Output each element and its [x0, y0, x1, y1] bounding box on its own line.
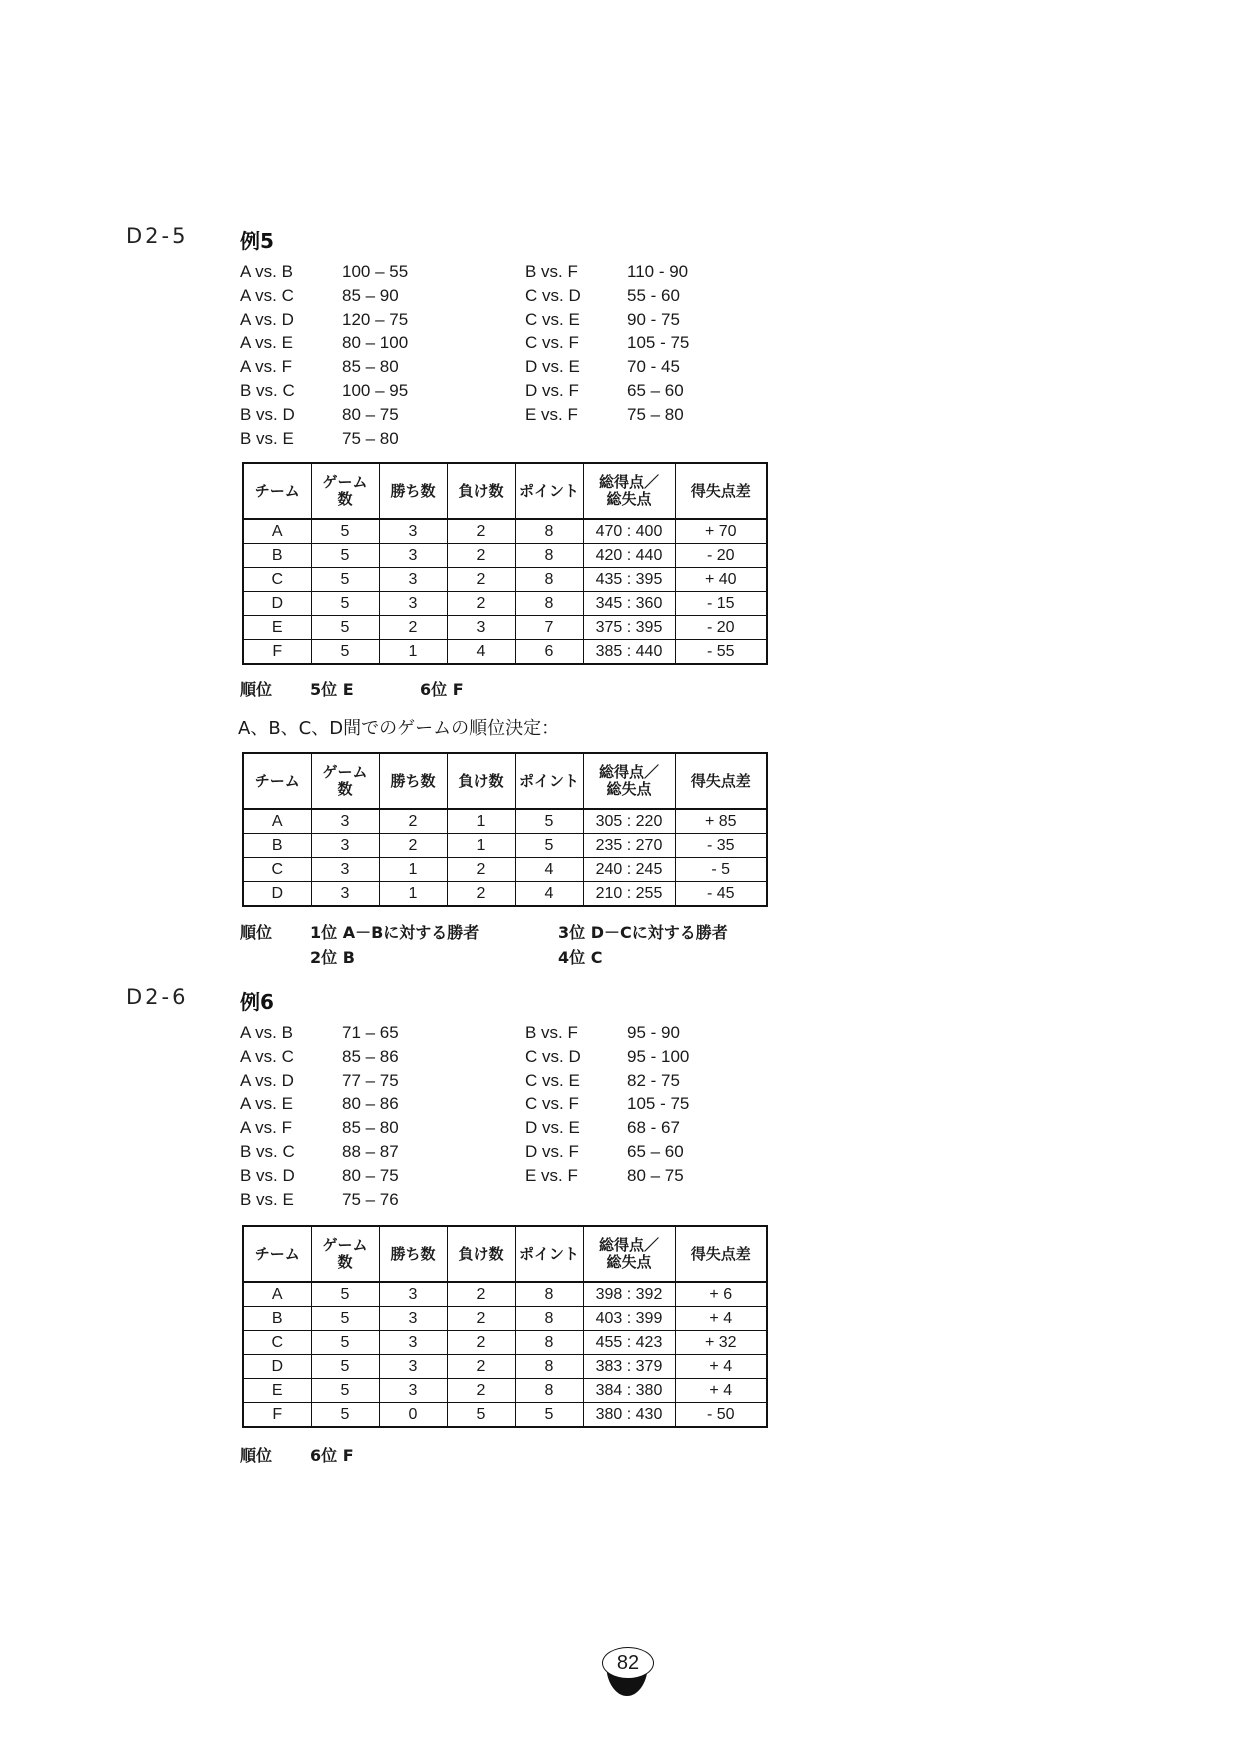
table-cell: - 20 [675, 616, 767, 640]
table-cell: 5 [311, 640, 379, 665]
table-cell: + 70 [675, 519, 767, 544]
table-cell: 2 [447, 544, 515, 568]
table-cell: 3 [379, 519, 447, 544]
ranking-item: 1位 A－Bに対する勝者 [310, 923, 480, 942]
table-cell: + 6 [675, 1282, 767, 1307]
table-header-row [243, 1226, 767, 1282]
match-teams: A vs. C [240, 1046, 294, 1066]
standings-table [242, 462, 768, 665]
section-title: 例5 [240, 229, 274, 253]
match-score: 80 – 75 [342, 1165, 399, 1185]
match-score: 85 – 86 [342, 1046, 399, 1066]
table-cell: + 4 [675, 1355, 767, 1379]
match-score: 95 - 90 [627, 1023, 680, 1042]
section-title: 例6 [240, 990, 274, 1014]
subheading: A、B、C、D間でのゲームの順位決定： [238, 718, 560, 739]
match-teams: A vs. C [240, 285, 294, 305]
table-row [243, 519, 767, 544]
table-row [243, 592, 767, 616]
column-header: ポイント [515, 753, 583, 809]
match-score: 65 – 60 [627, 381, 684, 400]
table-cell: 5 [515, 834, 583, 858]
match-results [240, 1023, 760, 1213]
table-cell: 435 : 395 [583, 568, 675, 592]
table-cell: 2 [379, 616, 447, 640]
table-row [243, 809, 767, 834]
table-cell: 3 [311, 858, 379, 882]
ranking-label: 順位 [240, 1446, 273, 1465]
match-teams: A vs. F [240, 1118, 292, 1138]
table-cell: 5 [311, 1331, 379, 1355]
table-cell: 1 [379, 882, 447, 907]
table-cell: 5 [311, 544, 379, 568]
column-header: 負け数 [447, 1226, 515, 1282]
table-cell: 1 [447, 809, 515, 834]
table-cell: 210 : 255 [583, 882, 675, 907]
table-cell: 380 : 430 [583, 1403, 675, 1428]
ranking-line [240, 1443, 540, 1465]
table-cell: D [243, 1355, 311, 1379]
ranking-item: 4位 C [558, 948, 603, 967]
table-cell: 8 [515, 544, 583, 568]
table-cell: 4 [447, 640, 515, 665]
table-cell: 2 [447, 858, 515, 882]
table-cell: 1 [379, 858, 447, 882]
match-score: 90 - 75 [627, 309, 680, 329]
table-cell: 5 [311, 1307, 379, 1331]
table-cell: 3 [379, 592, 447, 616]
table-row [243, 1282, 767, 1307]
table-cell: 403 : 399 [583, 1307, 675, 1331]
table-cell: 3 [379, 568, 447, 592]
table-cell: 3 [379, 544, 447, 568]
table-cell: 3 [311, 882, 379, 907]
match-teams: C vs. F [525, 333, 579, 353]
match-teams: C vs. E [525, 309, 580, 329]
table-cell: 398 : 392 [583, 1282, 675, 1307]
table-cell: - 5 [675, 858, 767, 882]
section-code: D2-6 [126, 985, 189, 1009]
table-cell: 2 [379, 834, 447, 858]
ranking-item: 6位 F [420, 680, 464, 699]
ranking-line [240, 920, 780, 970]
table-cell: 2 [447, 1379, 515, 1403]
table-header-row [243, 753, 767, 809]
column-header: 勝ち数 [379, 753, 447, 809]
table-cell: A [243, 809, 311, 834]
table-cell: 5 [311, 1379, 379, 1403]
table-cell: 1 [379, 640, 447, 665]
table-cell: F [243, 1403, 311, 1428]
table-cell: 1 [447, 834, 515, 858]
match-teams: B vs. C [240, 381, 295, 400]
table-row [243, 1403, 767, 1428]
table-cell: C [243, 568, 311, 592]
table-cell: 5 [515, 1403, 583, 1428]
table-cell: 3 [379, 1307, 447, 1331]
table-cell: C [243, 858, 311, 882]
standings-table [242, 1225, 768, 1428]
column-header: 勝ち数 [379, 463, 447, 519]
match-teams: E vs. F [525, 404, 578, 424]
table-cell: 235 : 270 [583, 834, 675, 858]
match-score: 85 – 80 [342, 1118, 399, 1138]
table-cell: + 4 [675, 1379, 767, 1403]
table-cell: 3 [311, 809, 379, 834]
table-cell: 5 [311, 1282, 379, 1307]
match-score: 82 - 75 [627, 1070, 680, 1090]
table-row [243, 640, 767, 665]
match-teams: C vs. D [525, 1046, 581, 1066]
match-teams: B vs. F [525, 262, 578, 281]
table-cell: 4 [515, 882, 583, 907]
table-row [243, 1379, 767, 1403]
ranking-item: 5位 E [310, 680, 354, 699]
table-row [243, 568, 767, 592]
table-cell: B [243, 834, 311, 858]
table-cell: + 40 [675, 568, 767, 592]
table-cell: 385 : 440 [583, 640, 675, 665]
match-score: 55 - 60 [627, 285, 680, 305]
match-score: 105 - 75 [627, 1094, 690, 1114]
column-header: 勝ち数 [379, 1226, 447, 1282]
table-cell: - 55 [675, 640, 767, 665]
table-cell: 5 [311, 519, 379, 544]
table-cell: F [243, 640, 311, 665]
table-cell: 5 [311, 592, 379, 616]
match-teams: A vs. D [240, 1070, 294, 1090]
table-cell: 455 : 423 [583, 1331, 675, 1355]
match-score: 80 – 100 [342, 333, 409, 353]
table-cell: 2 [447, 519, 515, 544]
column-header: 総得点／ 総失点 [583, 1226, 675, 1282]
match-score: 100 – 55 [342, 262, 409, 281]
match-score: 88 – 87 [342, 1142, 399, 1161]
match-score: 65 – 60 [627, 1142, 684, 1161]
table-cell: 2 [447, 1331, 515, 1355]
match-teams: D vs. F [525, 1142, 579, 1161]
match-teams: D vs. E [525, 357, 580, 377]
column-header: 総得点／ 総失点 [583, 463, 675, 519]
table-cell: 470 : 400 [583, 519, 675, 544]
column-header: 得失点差 [675, 463, 767, 519]
match-score: 75 – 80 [627, 404, 684, 424]
match-teams: C vs. D [525, 285, 581, 305]
table-row [243, 616, 767, 640]
table-cell: 5 [311, 568, 379, 592]
table-cell: 3 [379, 1282, 447, 1307]
match-teams: E vs. F [525, 1165, 578, 1185]
table-cell: C [243, 1331, 311, 1355]
match-score: 95 - 100 [627, 1046, 690, 1066]
table-cell: + 85 [675, 809, 767, 834]
column-header: ゲーム 数 [311, 1226, 379, 1282]
table-cell: E [243, 1379, 311, 1403]
match-score: 70 - 45 [627, 357, 680, 377]
ranking-label: 順位 [240, 680, 273, 699]
table-row [243, 544, 767, 568]
column-header: 負け数 [447, 463, 515, 519]
table-cell: 8 [515, 568, 583, 592]
ranking-label: 順位 [240, 923, 273, 942]
table-cell: 5 [515, 809, 583, 834]
table-cell: A [243, 1282, 311, 1307]
ranking-item: 3位 D－Cに対する勝者 [558, 923, 728, 942]
table-row [243, 858, 767, 882]
table-cell: 8 [515, 519, 583, 544]
match-score: 80 – 86 [342, 1094, 399, 1114]
table-cell: 240 : 245 [583, 858, 675, 882]
head-to-head-table [242, 752, 768, 907]
match-teams: B vs. F [525, 1023, 578, 1042]
table-cell: 3 [447, 616, 515, 640]
table-cell: 3 [379, 1331, 447, 1355]
table-cell: A [243, 519, 311, 544]
table-cell: - 45 [675, 882, 767, 907]
table-cell: 8 [515, 1355, 583, 1379]
match-teams: B vs. D [240, 404, 295, 424]
match-score: 85 – 80 [342, 357, 399, 377]
match-teams: C vs. E [525, 1070, 580, 1090]
table-row [243, 882, 767, 907]
column-header: ポイント [515, 1226, 583, 1282]
match-teams: B vs. D [240, 1165, 295, 1185]
table-cell: 2 [447, 1355, 515, 1379]
table-cell: B [243, 544, 311, 568]
table-cell: 8 [515, 592, 583, 616]
table-cell: 5 [311, 1403, 379, 1428]
table-cell: 2 [447, 1282, 515, 1307]
match-score: 85 – 90 [342, 285, 399, 305]
column-header: 総得点／ 総失点 [583, 753, 675, 809]
table-row [243, 1355, 767, 1379]
table-cell: 305 : 220 [583, 809, 675, 834]
match-teams: A vs. E [240, 1094, 293, 1114]
match-score: 77 – 75 [342, 1070, 399, 1090]
match-teams: D vs. E [525, 1118, 580, 1138]
table-row [243, 834, 767, 858]
table-cell: 384 : 380 [583, 1379, 675, 1403]
table-row [243, 1307, 767, 1331]
match-score: 71 – 65 [342, 1023, 399, 1042]
table-cell: 2 [447, 882, 515, 907]
table-cell: 375 : 395 [583, 616, 675, 640]
match-teams: B vs. C [240, 1142, 295, 1161]
match-teams: A vs. F [240, 357, 292, 377]
table-cell: B [243, 1307, 311, 1331]
table-cell: 8 [515, 1331, 583, 1355]
column-header: 得失点差 [675, 753, 767, 809]
table-cell: + 32 [675, 1331, 767, 1355]
table-cell: 3 [379, 1379, 447, 1403]
match-score: 75 – 76 [342, 1189, 399, 1209]
table-cell: 3 [311, 834, 379, 858]
column-header: 負け数 [447, 753, 515, 809]
match-score: 105 - 75 [627, 333, 690, 353]
match-score: 68 - 67 [627, 1118, 680, 1138]
match-score: 80 – 75 [627, 1165, 684, 1185]
table-cell: - 50 [675, 1403, 767, 1428]
column-header: チーム [243, 463, 311, 519]
table-cell: 2 [447, 592, 515, 616]
table-cell: 5 [311, 1355, 379, 1379]
match-score: 120 – 75 [342, 309, 409, 329]
table-cell: 8 [515, 1282, 583, 1307]
table-cell: - 35 [675, 834, 767, 858]
table-row [243, 1331, 767, 1355]
table-cell: - 20 [675, 544, 767, 568]
table-cell: - 15 [675, 592, 767, 616]
match-results [240, 262, 760, 452]
page-number: 82 [602, 1647, 654, 1679]
column-header: ゲーム 数 [311, 753, 379, 809]
table-cell: 420 : 440 [583, 544, 675, 568]
column-header: 得失点差 [675, 1226, 767, 1282]
match-teams: B vs. E [240, 428, 294, 448]
match-teams: C vs. F [525, 1094, 579, 1114]
table-cell: 4 [515, 858, 583, 882]
table-cell: 2 [379, 809, 447, 834]
ranking-line [240, 677, 640, 699]
table-cell: 7 [515, 616, 583, 640]
column-header: チーム [243, 753, 311, 809]
table-cell: 3 [379, 1355, 447, 1379]
match-teams: A vs. B [240, 1023, 293, 1042]
ranking-item: 2位 B [310, 948, 355, 967]
table-cell: 5 [311, 616, 379, 640]
table-cell: D [243, 882, 311, 907]
match-score: 100 – 95 [342, 381, 409, 400]
table-header-row [243, 463, 767, 519]
table-cell: 2 [447, 568, 515, 592]
ranking-item: 6位 F [310, 1446, 354, 1465]
table-cell: + 4 [675, 1307, 767, 1331]
table-cell: E [243, 616, 311, 640]
table-cell: 383 : 379 [583, 1355, 675, 1379]
table-cell: 0 [379, 1403, 447, 1428]
table-cell: 8 [515, 1307, 583, 1331]
match-teams: D vs. F [525, 381, 579, 400]
section-code: D2-5 [126, 224, 189, 248]
match-teams: A vs. B [240, 262, 293, 281]
match-teams: A vs. E [240, 333, 293, 353]
table-cell: 6 [515, 640, 583, 665]
table-cell: D [243, 592, 311, 616]
table-cell: 345 : 360 [583, 592, 675, 616]
table-cell: 8 [515, 1379, 583, 1403]
table-cell: 2 [447, 1307, 515, 1331]
match-score: 110 - 90 [627, 262, 689, 281]
match-teams: A vs. D [240, 309, 294, 329]
column-header: ゲーム 数 [311, 463, 379, 519]
match-teams: B vs. E [240, 1189, 294, 1209]
match-score: 75 – 80 [342, 428, 399, 448]
table-cell: 5 [447, 1403, 515, 1428]
column-header: チーム [243, 1226, 311, 1282]
match-score: 80 – 75 [342, 404, 399, 424]
column-header: ポイント [515, 463, 583, 519]
